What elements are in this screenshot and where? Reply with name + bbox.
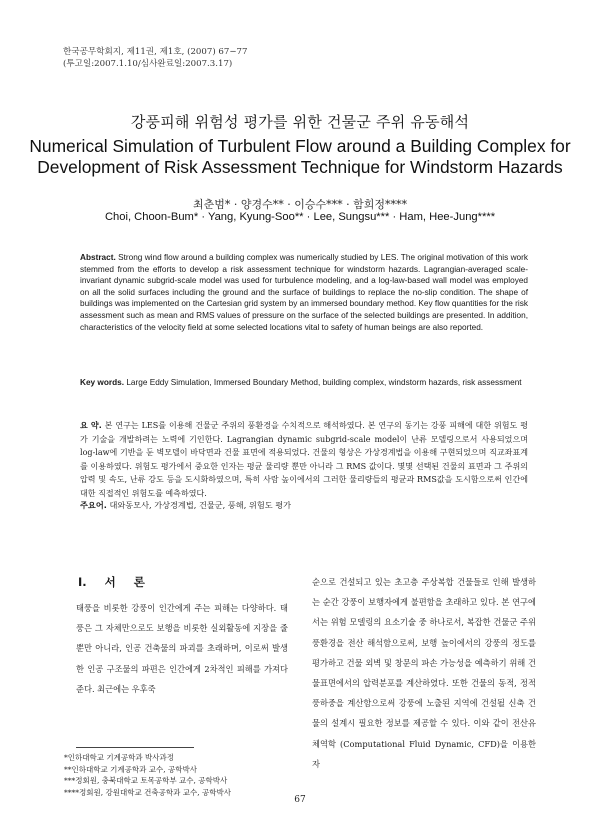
footnote-item: ****정회원, 강원대학교 건축공학과 교수, 공학박사 [64, 787, 231, 797]
footnote-item: **인하대학교 기계공학과 교수, 공학박사 [64, 764, 197, 774]
abstract-text: Strong wind flow around a building complex was numerically studied by LES. The original motivation of this work stemmed from the efforts to develop a risk assessment technique for windstorm hazards. Lagrangian-averaged scale-invariant dynamic subgrid-scale model was used for turbulence modeling, and a log-law-based wall model was employed on all the solid surfaces including the ground and the surface of buildings to replace the no-slip condition. The shape of buildings was implemented on the Cartesian grid system by an immersed boundary method. Key flow quantities for the risk assessment such as mean and RMS values of pressure on the surface of the selected buildings are presented. In addition, characteristics of the velocity field at some selected locations vital to safety of human beings are also reported. [80, 253, 529, 332]
keywords-english [80, 377, 528, 389]
keywords-text: Large Eddy Simulation, Immersed Boundary Method, building complex, windstorm hazards, risk assessment [126, 378, 522, 387]
left-column [76, 572, 288, 699]
keywords-label: Key words. [80, 378, 125, 387]
intro-text-left: 태풍을 비롯한 강풍이 인간에게 주는 피해는 다양하다. 태풍은 그 자체만으로도 보행을 비롯한 실외활동에 지장을 줄 뿐만 아니라, 인공 건축물의 파괴를 초래하며, 이로써 발생한 인공 구조물의 파편은 인간에게 2차적인 피해를 가져다 준다. 최근에는 우후죽 [76, 603, 288, 694]
title-english-line2: Development of Risk Assessment Technique for Windstorm Hazards [37, 157, 563, 177]
journal-header [63, 46, 248, 70]
submission-dates: (투고일:2007.1.10/심사완료일:2007.3.17) [63, 59, 233, 69]
title-english [0, 136, 600, 178]
keywords-korean [80, 499, 528, 511]
authors-korean: 최춘범* · 양경수** · 이승수*** · 함희정**** [193, 198, 407, 211]
author-footnotes [64, 752, 231, 798]
page-number: 67 [294, 795, 306, 805]
abstract-ko-label: 요 약. [80, 421, 102, 430]
intro-text-right: 순으로 건설되고 있는 초고층 주상복합 건물들로 인해 발생하는 순간 강풍이 보행자에게 불편함을 초래하고 있다. 본 연구에서는 위험 모델링의 요소기술 중 하나로서, 복잡한 건물군 주위 풍환경을 전산 해석함으로써, 보행 높이에서의 강풍의 정도를 평가하고 건물 외벽 및 창문의 파손 가능성을 예측하기 위해 건물표면에서의 압력분포를 계산하였다. 또한 건물의 동적, 정적 풍하중을 계산함으로써 강풍에 노출된 지역에 건설될 신축 건물의 설계시 필요한 정보를 제공할 수 있다. 이와 같이 전산유체역학 (Computational Fluid Dynamic, CFD)을 이용한 자 [312, 577, 536, 769]
authors-english: Choi, Choon-Bum* · Yang, Kyung-Soo** · Lee, Sungsu*** · Ham, Hee-Jung**** [104, 211, 496, 223]
abstract-english [80, 252, 528, 333]
footnote-item: *인하대학교 기계공학과 박사과정 [64, 753, 174, 762]
title-korean: 강풍피해 위험성 평가를 위한 건물군 주위 유동해석 [130, 113, 470, 131]
footnote-item: ***정회원, 충북대학교 토목공학부 교수, 공학박사 [64, 776, 228, 786]
abstract-ko-text: 본 연구는 LES를 이용해 건물군 주위의 풍환경을 수치적으로 해석하였다. 본 연구의 동기는 강풍 피해에 대한 위험도 평가 기술을 개발하려는 노력에 기인한다. Lagrangian dynamic subgrid-scale model이 난류 모델링으로서 사용되었으며 log-law에 기반을 둔 벽모델이 바닥면과 건물 표면에 적용되었다. 건물의 형상은 가상경계법을 이용해 구현되었으며 직교좌표계를 이용하였다. 위험도 평가에서 중요한 인자는 평균 물리량 뿐만 아니라 그 RMS 값이다. 몇몇 선택된 건물의 표면과 그 주위의 압력 및 속도, 난류 강도 등을 도시화하였으며, 특히 사람 높이에서의 그러한 물리량들의 평균과 RMS값을 도시함으로써 인간에 대한 직접적인 위험도를 예측하였다. [80, 421, 528, 498]
right-column [312, 572, 536, 774]
footnote-divider [76, 747, 194, 748]
keywords-ko-label: 주요어. [80, 500, 107, 510]
abstract-label: Abstract. [80, 253, 116, 262]
title-english-line1: Numerical Simulation of Turbulent Flow around a Building Complex for [29, 136, 571, 156]
section-heading-introduction: I. 서 론 [78, 575, 145, 589]
journal-citation: 한국공무학회지, 제11권, 제1호, (2007) 67−77 [63, 47, 248, 57]
abstract-korean [80, 419, 528, 501]
keywords-ko-text: 대와동모사, 가상경계법, 건물군, 풍해, 위험도 평가 [109, 500, 292, 510]
